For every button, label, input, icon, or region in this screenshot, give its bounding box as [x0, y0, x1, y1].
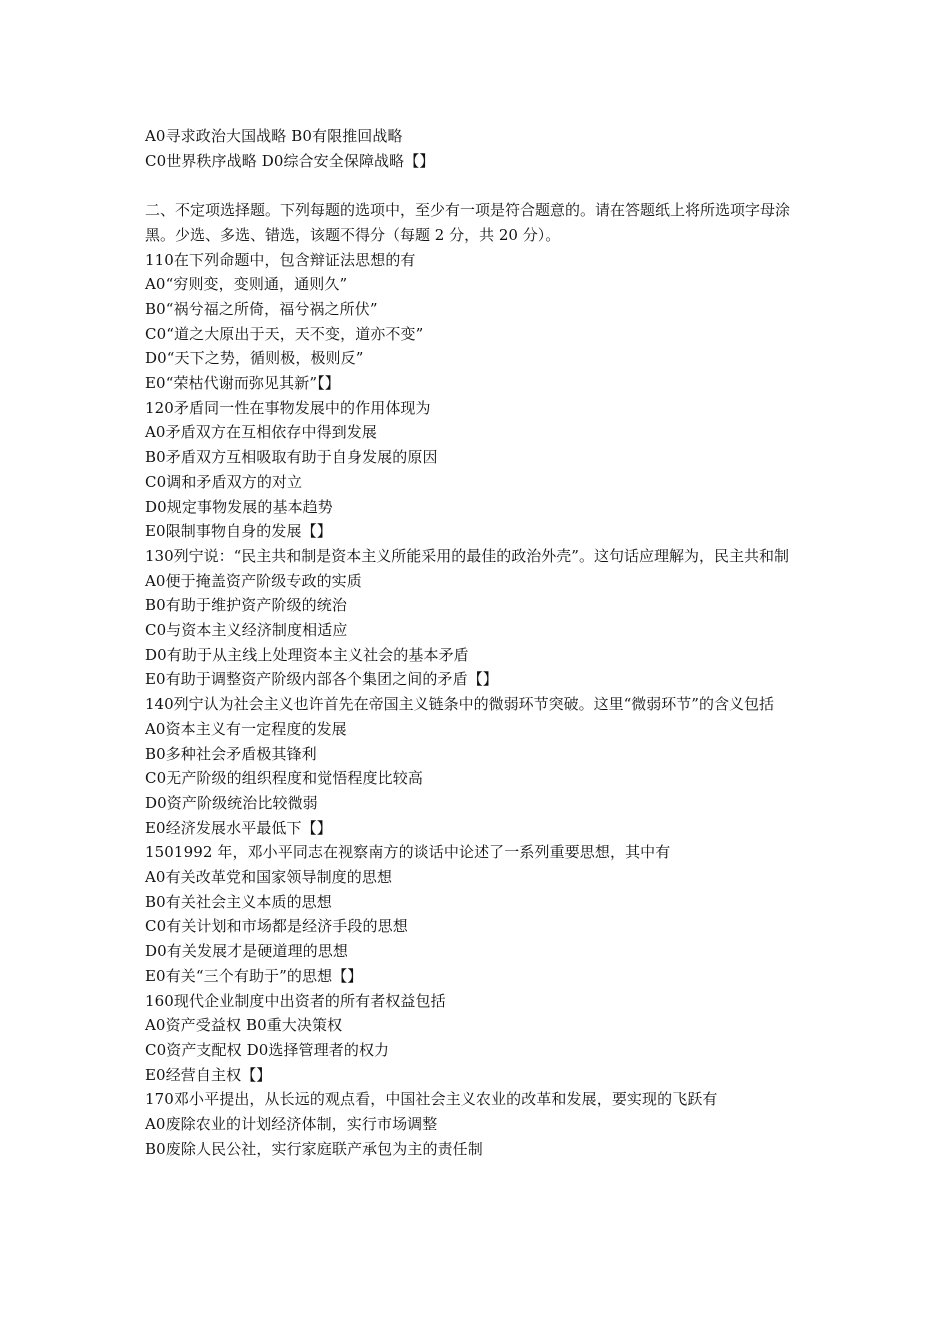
question-16: [145, 989, 815, 1088]
option-line: C0无产阶级的组织程度和觉悟程度比较高: [145, 769, 423, 788]
option-line: C0有关计划和市场都是经济手段的思想: [145, 917, 408, 936]
option-line: C0与资本主义经济制度相适应: [145, 621, 348, 640]
option-line: B0有关社会主义本质的思想: [145, 892, 332, 911]
section-heading: 二、不定项选择题。下列每题的选项中，至少有一项是符合题意的。请在答题纸上将所选项字母涂黑。少选、多选、错选，该题不得分（每题 2 分，共 20 分）。: [145, 201, 791, 244]
option-line: E0经营自主权【】: [145, 1065, 272, 1084]
option-line: D0资产阶级统治比较微弱: [145, 793, 318, 812]
document-page: [145, 124, 815, 1162]
question-14: [145, 692, 815, 840]
option-line: B0废除人民公社，实行家庭联产承包为主的责任制: [145, 1139, 483, 1158]
option-line: D0有助于从主线上处理资本主义社会的基本矛盾: [145, 645, 469, 664]
option-line: A0寻求政治大国战略 B0有限推回战略: [145, 127, 403, 145]
option-line: E0有助于调整资产阶级内部各个集团之间的矛盾【】: [145, 670, 498, 689]
previous-question-options: [145, 124, 815, 173]
option-line: D0规定事物发展的基本趋势: [145, 497, 333, 516]
question-11: [145, 248, 815, 396]
option-line: B0多种社会矛盾极其锋利: [145, 744, 317, 763]
question-stem: 130列宁说：“民主共和制是资本主义所能采用的最佳的政治外壳”。这句话应理解为，民主共和制: [145, 546, 789, 565]
question-stem: 160现代企业制度中出资者的所有者权益包括: [145, 991, 446, 1010]
option-line: A0废除农业的计划经济体制，实行市场调整: [145, 1115, 438, 1134]
question-stem: 110在下列命题中，包含辩证法思想的有: [145, 250, 416, 269]
option-line: E0有关“三个有助于”的思想【】: [145, 966, 363, 985]
option-line: C0资产支配权 D0选择管理者的权力: [145, 1041, 390, 1059]
option-line: C0“道之大原出于天，天不变，道亦不变”: [145, 324, 424, 343]
option-line: D0“天下之势，循则极，极则反”: [145, 349, 364, 368]
option-line: C0调和矛盾双方的对立: [145, 472, 303, 491]
option-line: D0有关发展才是硬道理的思想: [145, 942, 348, 961]
option-line: A0有关改革党和国家领导制度的思想: [145, 868, 393, 887]
option-line: E0限制事物自身的发展【】: [145, 522, 332, 541]
option-line: A0矛盾双方在互相依存中得到发展: [145, 423, 377, 442]
option-line: B0矛盾双方互相吸取有助于自身发展的原因: [145, 448, 438, 467]
option-line: A0便于掩盖资产阶级专政的实质: [145, 571, 362, 590]
blank-line: [145, 173, 815, 198]
option-line: B0“祸兮福之所倚，福兮祸之所伏”: [145, 299, 378, 318]
option-line: E0经济发展水平最低下【】: [145, 818, 332, 837]
question-13: [145, 544, 815, 692]
question-stem: 120矛盾同一性在事物发展中的作用体现为: [145, 398, 431, 417]
option-line: A0资产受益权 B0重大决策权: [145, 1016, 343, 1035]
question-17: [145, 1087, 815, 1161]
option-line: A0资本主义有一定程度的发展: [145, 719, 347, 738]
question-12: [145, 396, 815, 544]
question-stem: 1501992 年，邓小平同志在视察南方的谈话中论述了一系列重要思想，其中有: [145, 843, 671, 862]
option-line: A0“穷则变，变则通，通则久”: [145, 275, 348, 294]
option-line: B0有助于维护资产阶级的统治: [145, 596, 347, 615]
option-line: E0“荣枯代谢而弥见其新”【】: [145, 374, 340, 393]
option-line: C0世界秩序战略 D0综合安全保障战略【】: [145, 151, 435, 170]
question-stem: 140列宁认为社会主义也许首先在帝国主义链条中的微弱环节突破。这里“微弱环节”的含义包括: [145, 695, 774, 714]
question-stem: 170邓小平提出，从长远的观点看，中国社会主义农业的改革和发展，要实现的飞跃有: [145, 1090, 718, 1109]
question-15: [145, 840, 815, 988]
